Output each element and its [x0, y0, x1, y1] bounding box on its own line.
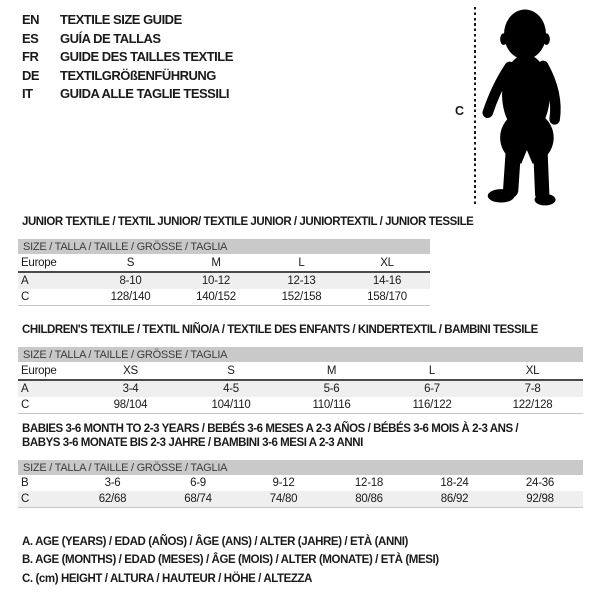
- lang-code: EN: [22, 12, 40, 27]
- size-cell: 7-8: [482, 380, 583, 397]
- footnotes: [22, 533, 439, 588]
- table-row: [18, 289, 430, 306]
- column-header: L: [382, 362, 482, 380]
- size-cell: 9-12: [272, 477, 295, 489]
- size-cell: 10-12: [173, 272, 259, 289]
- lang-row-it: [22, 85, 233, 104]
- row-label: B: [21, 477, 29, 489]
- size-cell: 14-16: [344, 272, 430, 289]
- lang-row-fr: [22, 48, 233, 67]
- column-header: S: [181, 362, 281, 380]
- size-bar-row: [18, 460, 583, 475]
- babies-table-title: BABIES 3-6 MONTH TO 2-3 YEARS / BEBÉS 3-6 MESES A 2-3 AÑOS / BÉBÉS 3-6 MOIS À 2-3 ANS / BABYS 3-6 MONATE BIS 2-3 JAHRE / BAMBINI 3-6 MESI A 2-3 ANNI: [22, 423, 519, 449]
- lang-row-es: [22, 30, 233, 49]
- size-cell: 104/110: [181, 397, 281, 414]
- junior-table-title: JUNIOR TEXTILE / TEXTIL JUNIOR/ TEXTILE JUNIOR / JUNIORTEXTIL / JUNIOR TESSILE: [22, 216, 474, 228]
- column-header: S: [88, 254, 173, 272]
- size-cell: 5-6: [281, 380, 382, 397]
- size-cell: 74/80: [241, 491, 326, 508]
- lang-label: GUÍA DE TALLAS: [60, 30, 161, 46]
- footnote-b: B. AGE (MONTHS) / EDAD (MESES) / ÂGE (MOIS) / ALTER (MONATE) / ETÀ (MESI): [22, 554, 439, 567]
- baby-silhouette-icon: [482, 6, 568, 208]
- size-bar-row: [18, 347, 583, 362]
- size-bar-row: [18, 239, 430, 254]
- size-cell: 68/74: [155, 491, 241, 508]
- column-header: XS: [80, 362, 181, 380]
- size-cell: 128/140: [88, 289, 173, 306]
- size-cell: 62/68: [70, 491, 155, 508]
- children-size-table: [18, 347, 583, 414]
- size-cell: 3-6: [104, 477, 121, 489]
- footnote-c: C. (cm) HEIGHT / ALTURA / HAUTEUR / HÖHE / ALTEZZA: [22, 572, 313, 585]
- size-cell: 4-5: [181, 380, 281, 397]
- size-bar-label: SIZE / TALLA / TAILLE / GRÖSSE / TAGLIA: [18, 239, 430, 254]
- size-cell: 8-10: [88, 272, 173, 289]
- size-cell: 80/86: [326, 491, 412, 508]
- height-marker-label: C: [455, 104, 465, 118]
- size-cell: 6-9: [190, 477, 206, 489]
- junior-size-table: [18, 239, 430, 306]
- size-cell: 3-4: [80, 380, 181, 397]
- column-header: XL: [482, 362, 583, 380]
- column-header-row: [18, 254, 430, 272]
- lang-code: FR: [22, 49, 39, 65]
- language-header: [22, 11, 233, 104]
- babies-size-table: [18, 460, 583, 508]
- column-header: L: [259, 254, 344, 272]
- column-header: Europe: [18, 362, 80, 380]
- size-cell: 122/128: [482, 397, 583, 414]
- lang-code: ES: [22, 30, 39, 46]
- row-label: C: [18, 491, 70, 508]
- table-row: [18, 272, 430, 289]
- size-cell: 158/170: [344, 289, 430, 306]
- lang-row-de: [22, 67, 233, 86]
- size-cell: 152/158: [259, 289, 344, 306]
- size-cell: 24-36: [525, 477, 555, 489]
- lang-label: GUIDA ALLE TAGLIE TESSILI: [60, 86, 230, 102]
- height-dotted-line: [474, 7, 476, 207]
- size-cell: 116/122: [382, 397, 482, 414]
- size-cell: 110/116: [281, 397, 382, 414]
- row-label: A: [18, 380, 80, 397]
- size-bar-label: SIZE / TALLA / TAILLE / GRÖSSE / TAGLIA: [18, 347, 583, 362]
- size-cell: 12-13: [259, 272, 344, 289]
- size-cell: 140/152: [173, 289, 259, 306]
- table-row: [18, 380, 583, 397]
- row-label: A: [18, 272, 88, 289]
- size-cell: 98/104: [80, 397, 181, 414]
- size-cell: 6-7: [382, 380, 482, 397]
- column-header: Europe: [18, 254, 88, 272]
- size-cell: 18-24: [440, 477, 469, 489]
- column-header: XL: [344, 254, 430, 272]
- size-cell: 92/98: [497, 491, 583, 508]
- table-row: [18, 475, 583, 491]
- size-cell: 86/92: [412, 491, 497, 508]
- children-table-title: CHILDREN'S TEXTILE / TEXTIL NIÑO/A / TEXTILE DES ENFANTS / KINDERTEXTIL / BAMBINI TESSILE: [22, 324, 538, 336]
- table-row: [18, 397, 583, 414]
- lang-label: GUIDE DES TAILLES TEXTILE: [60, 49, 233, 65]
- table-row: [18, 491, 583, 508]
- lang-row-en: [22, 11, 233, 30]
- lang-label: TEXTILE SIZE GUIDE: [60, 12, 182, 27]
- column-header: M: [173, 254, 259, 272]
- size-cell: 12-18: [354, 477, 384, 489]
- footnote-a: A. AGE (YEARS) / EDAD (AÑOS) / ÂGE (ANS) / ALTER (JAHRE) / ETÀ (ANNI): [22, 536, 408, 548]
- column-header-row: [18, 362, 583, 380]
- row-label: C: [18, 289, 88, 306]
- column-header: M: [281, 362, 382, 380]
- lang-code: DE: [22, 67, 40, 83]
- lang-code: IT: [22, 86, 33, 102]
- row-label: C: [18, 397, 80, 414]
- size-bar-label: SIZE / TALLA / TAILLE / GRÖSSE / TAGLIA: [18, 460, 583, 475]
- lang-label: TEXTILGRÖßENFÜHRUNG: [60, 67, 216, 83]
